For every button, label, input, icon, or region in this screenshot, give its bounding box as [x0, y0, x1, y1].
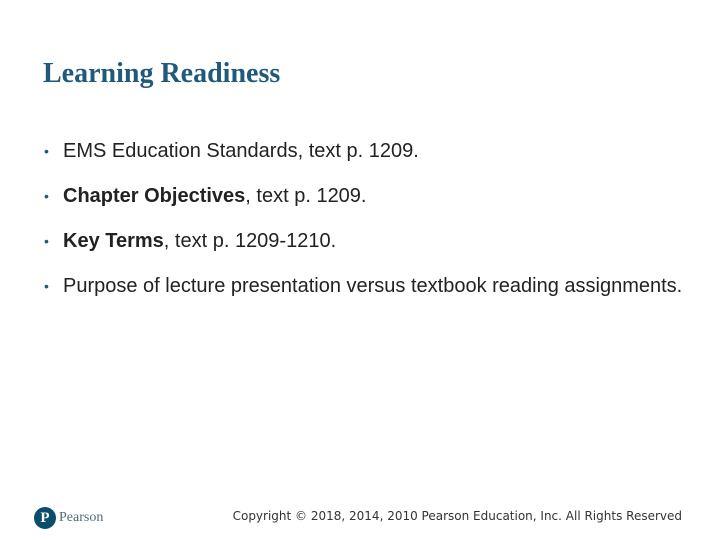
bullet-text: , text p. 1209-1210.	[163, 230, 337, 252]
bullet-bold-text: Chapter Objectives	[63, 185, 246, 207]
bullet-text: EMS Education Standards, text p. 1209.	[63, 140, 419, 162]
bullet-item	[44, 183, 684, 209]
bullet-dot-icon: •	[44, 143, 49, 159]
bullet-text: , text p. 1209.	[245, 185, 367, 207]
bullet-text: Purpose of lecture presentation versus textbook reading assignments.	[63, 275, 683, 297]
pearson-logo	[34, 505, 103, 531]
bullet-bold-text: Key Terms	[63, 230, 164, 252]
bullet-dot-icon: •	[44, 188, 49, 204]
copyright-notice: Copyright © 2018, 2014, 2010 Pearson Education, Inc. All Rights Reserved	[232, 509, 682, 523]
slide-title: Learning Readiness	[43, 58, 281, 89]
bullet-item	[44, 138, 684, 164]
bullet-list	[44, 138, 684, 318]
bullet-item	[44, 228, 684, 254]
bullet-item	[44, 273, 684, 299]
pearson-logo-text: Pearson	[59, 510, 104, 525]
pearson-logo-icon: P	[34, 507, 56, 529]
bullet-dot-icon: •	[44, 278, 49, 294]
bullet-dot-icon: •	[44, 233, 49, 249]
